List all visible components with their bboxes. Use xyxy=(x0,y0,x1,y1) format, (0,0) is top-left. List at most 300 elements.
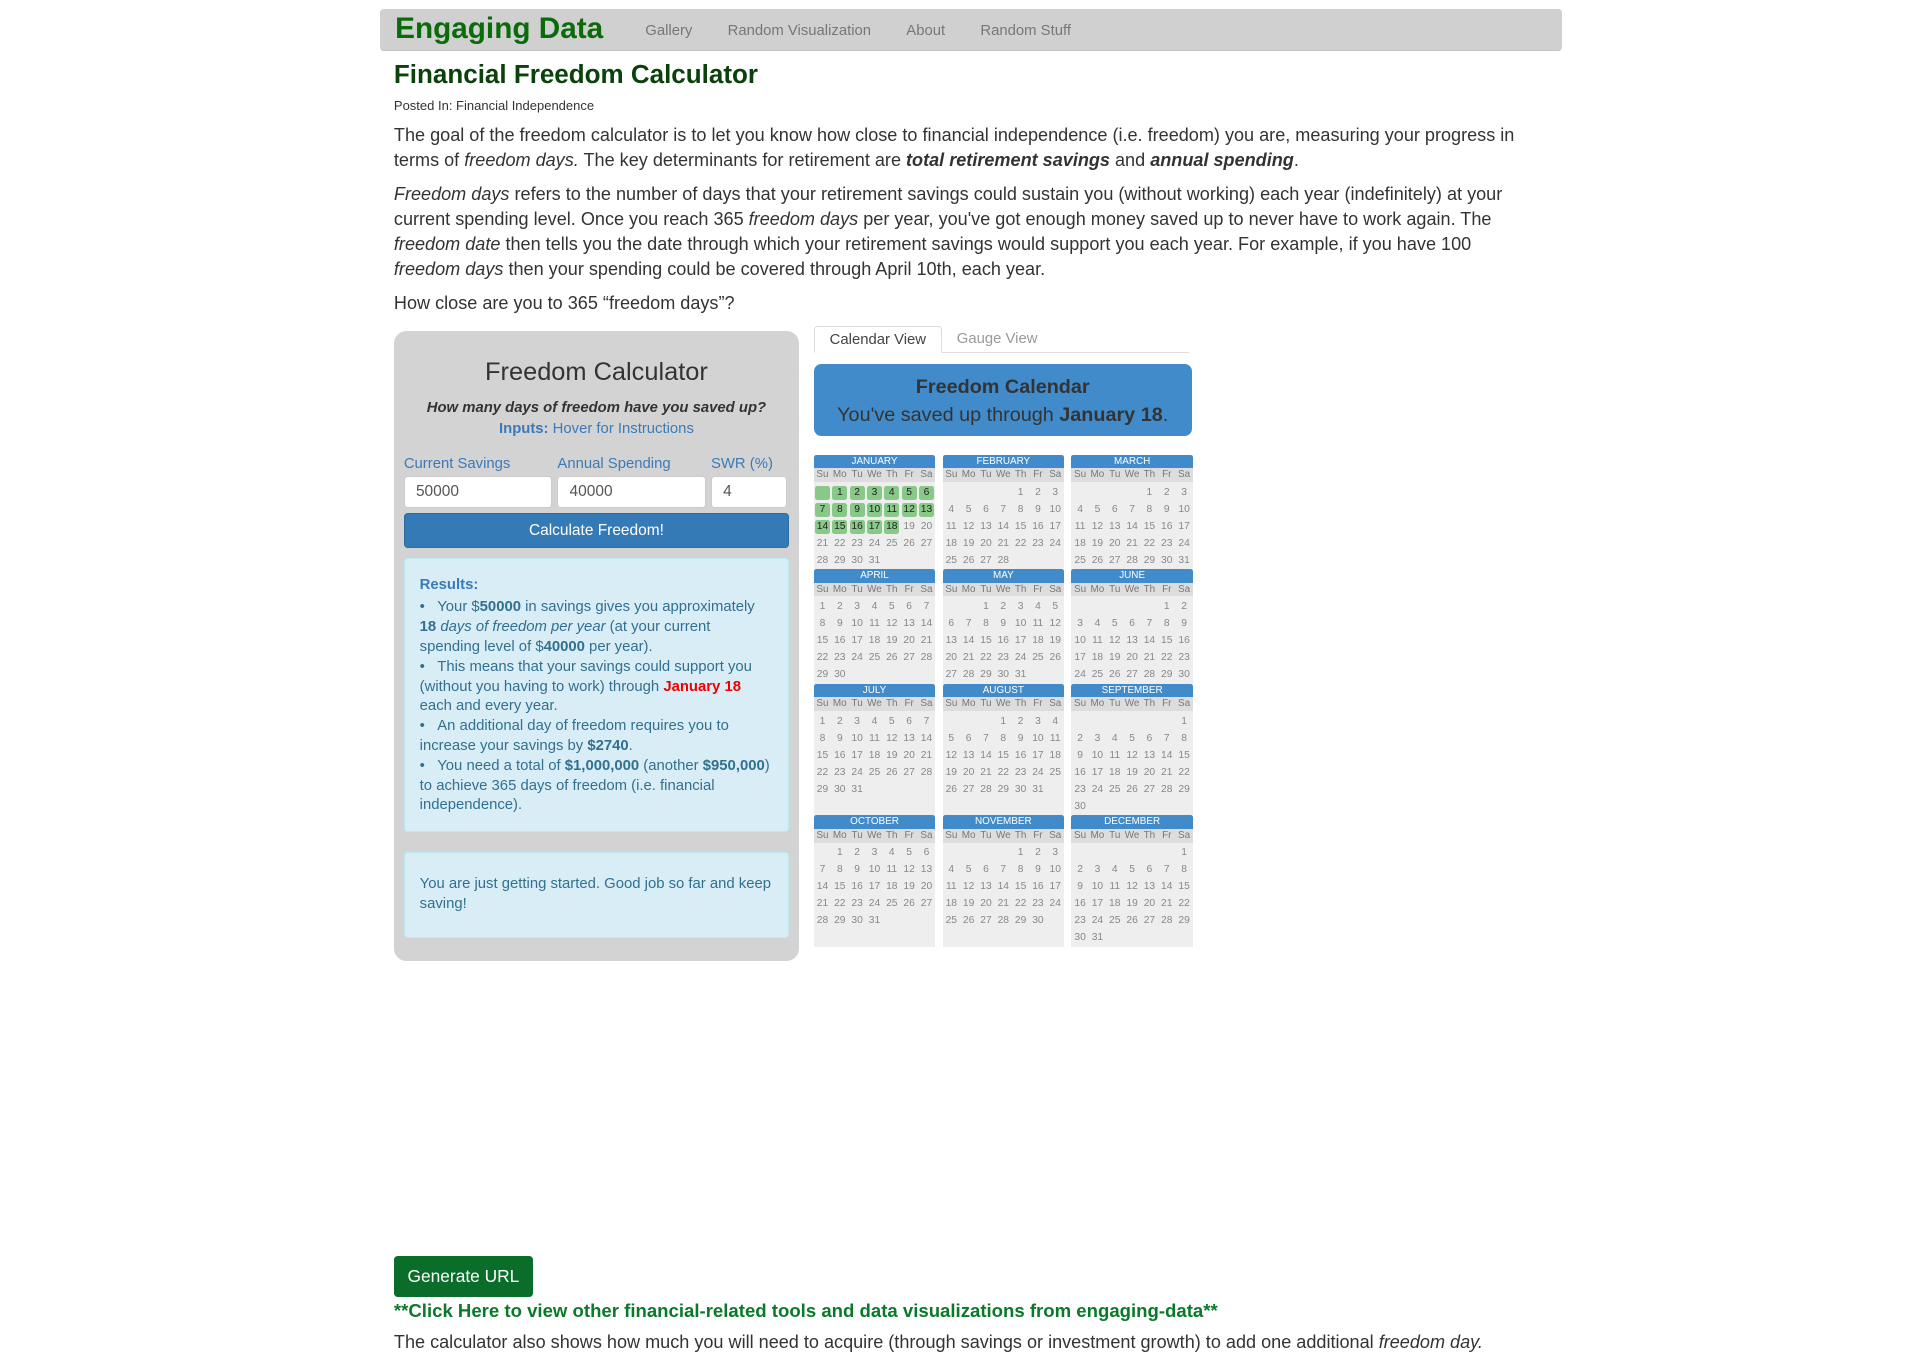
day-cell: 20 xyxy=(903,635,915,647)
weekday-row xyxy=(943,829,1064,843)
calculator-panel xyxy=(394,331,799,961)
day-cell: 17 xyxy=(1178,520,1190,532)
day-cell: 14 xyxy=(816,881,829,893)
day-cell: 27 xyxy=(980,554,992,566)
text-segment: freedom date xyxy=(393,233,501,254)
weekday-label: Su xyxy=(945,583,958,595)
weekday-label: Su xyxy=(1074,829,1087,841)
weekday-label: Fr xyxy=(1162,698,1172,710)
day-cell: 22 xyxy=(1014,537,1027,549)
day-cell: 10 xyxy=(1074,635,1086,647)
empty-day-cell xyxy=(1107,600,1122,615)
day-grid xyxy=(943,843,1064,930)
day-cell: 8 xyxy=(1146,503,1153,515)
day-cell: 18 xyxy=(886,881,898,893)
day-cell: 27 xyxy=(945,669,957,681)
day-cell: 28 xyxy=(920,766,933,778)
weekday-label: Fr xyxy=(1162,583,1172,595)
day-cell: 14 xyxy=(815,520,830,535)
day-cell: 1 xyxy=(1181,715,1187,727)
weekday-label: Fr xyxy=(904,698,914,710)
empty-day-cell xyxy=(1142,846,1157,861)
weekday-label: Th xyxy=(1143,698,1156,710)
day-cell: 22 xyxy=(1161,652,1173,664)
day-cell: 5 xyxy=(906,847,912,859)
weekday-label: Mo xyxy=(961,469,976,481)
day-cell: 10 xyxy=(1014,618,1027,630)
day-cell: 3 xyxy=(854,601,860,613)
day-cell: 24 xyxy=(1049,537,1061,549)
weekday-label: Tu xyxy=(851,583,863,595)
day-cell: 12 xyxy=(962,520,975,532)
day-cell: 4 xyxy=(888,847,895,859)
day-cell: 17 xyxy=(1014,635,1027,647)
day-cell: 24 xyxy=(851,652,863,664)
text-segment: refers to the number of days that your retirement savings could sustain you (without working) each year (indefinitely) at your current spending level. Once you reach 365 xyxy=(393,184,1503,230)
day-cell: 14 xyxy=(920,732,933,744)
day-cell: 19 xyxy=(1049,635,1061,647)
day-cell: 21 xyxy=(920,635,933,647)
day-cell: 10 xyxy=(1091,881,1104,893)
month-january xyxy=(814,455,935,570)
day-cell: 12 xyxy=(1126,881,1138,893)
weekday-row xyxy=(943,697,1064,711)
day-cell: 10 xyxy=(1049,864,1061,876)
day-cell: 30 xyxy=(1032,915,1044,927)
day-grid xyxy=(1071,711,1192,815)
day-cell: 1 xyxy=(819,601,826,613)
day-cell: 11 xyxy=(884,503,899,518)
month-november xyxy=(943,815,1064,947)
day-cell: 26 xyxy=(1126,783,1138,795)
day-cell: 1 xyxy=(819,715,826,727)
annual-spending-input[interactable] xyxy=(557,476,706,508)
text-segment: per year). xyxy=(584,638,653,655)
weekday-label: Mo xyxy=(961,583,976,595)
day-cell: 28 xyxy=(997,554,1009,566)
day-cell: 3 xyxy=(1017,601,1024,613)
day-cell: 20 xyxy=(1126,652,1138,664)
day-cell: 25 xyxy=(1049,766,1061,778)
day-cell: 29 xyxy=(1178,915,1190,927)
day-cell: 15 xyxy=(816,749,829,761)
weekday-label: Th xyxy=(1014,829,1027,841)
day-cell: 18 xyxy=(945,537,957,549)
day-cell: 23 xyxy=(1074,915,1086,927)
day-cell: 12 xyxy=(1091,520,1104,532)
day-cell: 10 xyxy=(851,732,863,744)
weekday-label: We xyxy=(867,469,882,481)
day-cell: 31 xyxy=(868,554,881,566)
weekday-label: Tu xyxy=(851,829,863,841)
day-cell: 18 xyxy=(868,635,881,647)
day-cell: 6 xyxy=(919,486,934,501)
tab-gauge-view[interactable]: Gauge View xyxy=(956,330,1038,347)
day-cell: 13 xyxy=(980,520,992,532)
month-february xyxy=(943,455,1064,570)
day-cell: 11 xyxy=(1092,635,1103,647)
empty-day-cell xyxy=(1073,600,1088,615)
month-header: NOVEMBER xyxy=(943,815,1064,829)
day-cell: 24 xyxy=(1074,669,1086,681)
day-cell: 20 xyxy=(1109,537,1121,549)
empty-day-cell xyxy=(1090,846,1105,861)
day-cell: 13 xyxy=(903,618,915,630)
day-cell: 20 xyxy=(1143,898,1156,910)
day-cell: 2 xyxy=(836,715,843,727)
day-cell: 26 xyxy=(903,898,915,910)
day-cell: 17 xyxy=(1074,652,1086,664)
day-cell: 14 xyxy=(1161,881,1173,893)
calculator-question: How many days of freedom have you saved up? xyxy=(426,399,767,416)
weekday-row xyxy=(814,829,935,843)
weekday-label: Tu xyxy=(980,698,992,710)
day-cell: 15 xyxy=(1143,520,1156,532)
day-cell: 11 xyxy=(1049,732,1061,744)
day-cell: 13 xyxy=(1143,881,1156,893)
weekday-label: We xyxy=(995,829,1011,841)
text-segment: ) to achieve 365 days of freedom (i.e. financial independence). xyxy=(419,757,770,814)
day-cell: 19 xyxy=(1126,898,1138,910)
day-cell: 12 xyxy=(1126,749,1138,761)
weekday-label: Th xyxy=(1143,829,1156,841)
day-cell: 26 xyxy=(1126,915,1138,927)
month-header: JUNE xyxy=(1071,569,1192,583)
text-segment: . xyxy=(628,738,633,755)
day-cell: 16 xyxy=(1074,766,1086,778)
day-cell: 9 xyxy=(836,618,843,630)
empty-day-cell xyxy=(815,846,830,861)
day-cell: 21 xyxy=(1161,898,1173,910)
current-savings-input[interactable] xyxy=(404,476,553,508)
day-cell: 6 xyxy=(1146,732,1153,744)
day-cell: 17 xyxy=(1032,749,1044,761)
day-cell: 24 xyxy=(1014,652,1027,664)
day-cell: 27 xyxy=(1143,783,1156,795)
day-cell: 27 xyxy=(980,915,992,927)
day-cell: 18 xyxy=(1109,766,1121,778)
day-cell: 25 xyxy=(1109,783,1121,795)
day-cell: 18 xyxy=(945,898,957,910)
day-cell: 19 xyxy=(1109,652,1121,664)
weekday-label: Su xyxy=(1074,469,1087,481)
weekday-label: Fr xyxy=(1033,469,1043,481)
weekday-label: Th xyxy=(1014,583,1027,595)
text-segment: then your spending could be covered through April 10th, each year. xyxy=(503,258,1046,279)
weekday-label: Sa xyxy=(920,583,933,595)
day-cell: 11 xyxy=(945,881,957,893)
text-segment: This means that your savings could support you (without you having to work) through xyxy=(419,658,752,695)
day-cell: 19 xyxy=(1091,537,1104,549)
result-item xyxy=(420,717,774,757)
day-grid xyxy=(814,843,935,930)
weekday-label: Tu xyxy=(980,829,992,841)
weekday-label: Fr xyxy=(1033,583,1043,595)
day-cell: 15 xyxy=(1178,749,1190,761)
banner-date: January 18 xyxy=(1059,404,1163,427)
day-cell: 29 xyxy=(1014,915,1027,927)
weekday-row xyxy=(814,697,935,711)
day-cell: 10 xyxy=(851,618,863,630)
day-cell: 9 xyxy=(850,503,865,518)
swr-input[interactable] xyxy=(711,476,787,508)
empty-day-cell xyxy=(1125,600,1140,615)
day-cell: 11 xyxy=(1032,618,1044,630)
banner-subtitle xyxy=(814,404,1192,427)
day-cell: 29 xyxy=(834,554,846,566)
view-tabs xyxy=(814,326,1189,353)
day-cell: 4 xyxy=(871,715,878,727)
day-cell: 11 xyxy=(869,618,880,630)
text-segment: and xyxy=(1109,149,1151,170)
calculate-freedom-button[interactable]: Calculate Freedom! xyxy=(404,513,789,548)
generate-url-button[interactable]: Generate URL xyxy=(394,1256,533,1297)
day-grid xyxy=(1071,596,1192,683)
weekday-label: Su xyxy=(1074,698,1087,710)
day-cell: 25 xyxy=(886,898,898,910)
day-cell: 5 xyxy=(1129,864,1135,876)
day-cell: 8 xyxy=(1181,864,1187,876)
day-cell: 26 xyxy=(886,652,898,664)
day-cell: 26 xyxy=(886,766,898,778)
day-cell: 1 xyxy=(1017,847,1024,859)
month-september xyxy=(1071,684,1192,816)
weekday-label: Th xyxy=(1143,469,1156,481)
weekday-row xyxy=(814,583,935,597)
day-cell: 2 xyxy=(1077,864,1083,876)
day-cell: 8 xyxy=(1163,618,1170,630)
day-cell: 24 xyxy=(1049,898,1061,910)
day-cell: 18 xyxy=(1091,652,1104,664)
day-cell: 16 xyxy=(834,635,846,647)
day-cell: 2 xyxy=(850,486,865,501)
empty-day-cell xyxy=(1090,486,1105,501)
day-cell: 23 xyxy=(1014,766,1027,778)
nav-random-stuff[interactable]: Random Stuff xyxy=(980,22,1071,39)
day-cell: 24 xyxy=(1091,783,1104,795)
weekday-label: Mo xyxy=(832,583,847,595)
day-cell: 9 xyxy=(1000,618,1007,630)
day-cell: 6 xyxy=(923,847,930,859)
day-cell: 27 xyxy=(920,537,933,549)
day-cell: 25 xyxy=(1091,669,1104,681)
weekday-label: We xyxy=(995,583,1011,595)
weekday-label: Tu xyxy=(1109,469,1121,481)
day-cell: 1 xyxy=(1146,486,1153,498)
day-cell: 29 xyxy=(997,783,1009,795)
weekday-label: Tu xyxy=(1109,698,1121,710)
text-segment: each and every year. xyxy=(419,698,558,715)
day-cell: 2 xyxy=(1017,715,1024,727)
day-cell: 21 xyxy=(1126,537,1138,549)
empty-day-cell xyxy=(1125,715,1140,730)
day-cell: 4 xyxy=(1111,864,1118,876)
text-segment: $2740 xyxy=(587,738,629,755)
empty-day-cell xyxy=(1107,715,1122,730)
day-cell: 30 xyxy=(834,783,846,795)
day-cell: 6 xyxy=(1146,864,1153,876)
day-cell: 12 xyxy=(1049,618,1061,630)
text-segment: per year, you've got enough money saved up to never have to work again. The xyxy=(858,209,1492,230)
day-cell: 3 xyxy=(1077,618,1083,630)
day-cell: 27 xyxy=(903,652,915,664)
result-item xyxy=(420,757,774,816)
day-cell: 2 xyxy=(836,601,843,613)
day-cell: 20 xyxy=(1143,766,1156,778)
day-cell: 22 xyxy=(1014,898,1027,910)
day-cell: 1 xyxy=(1000,715,1007,727)
day-cell: 19 xyxy=(886,749,898,761)
more-tools-link[interactable]: **Click Here to view other financial-related tools and data visualizations from engaging-data** xyxy=(393,1299,1218,1321)
day-cell: 1 xyxy=(1181,847,1187,859)
day-cell: 18 xyxy=(884,520,899,535)
day-cell: 18 xyxy=(1032,635,1044,647)
day-cell: 13 xyxy=(945,635,957,647)
month-december xyxy=(1071,815,1192,947)
month-header: OCTOBER xyxy=(814,815,935,829)
day-cell: 5 xyxy=(965,864,972,876)
day-cell: 19 xyxy=(962,537,975,549)
weekday-label: Tu xyxy=(851,698,863,710)
day-cell: 2 xyxy=(1035,847,1041,859)
empty-day-cell xyxy=(979,715,994,730)
day-cell: 11 xyxy=(1074,520,1086,532)
empty-day-cell xyxy=(1159,846,1174,861)
weekday-row xyxy=(1071,583,1192,597)
day-cell: 20 xyxy=(980,898,992,910)
day-cell: 15 xyxy=(1161,635,1173,647)
day-cell: 29 xyxy=(1178,783,1190,795)
weekday-label: Su xyxy=(945,698,958,710)
day-cell: 19 xyxy=(962,898,975,910)
text-segment: annual spending xyxy=(1150,149,1294,170)
day-cell: 22 xyxy=(834,537,846,549)
day-cell: 3 xyxy=(871,847,878,859)
weekday-label: Sa xyxy=(1178,698,1191,710)
day-cell: 3 xyxy=(1181,486,1187,498)
instructions-hover[interactable] xyxy=(394,421,799,437)
day-cell: 5 xyxy=(965,503,972,515)
year-calendar xyxy=(814,455,1192,947)
day-cell: 8 xyxy=(832,503,847,518)
day-cell: 30 xyxy=(997,669,1009,681)
day-cell: 15 xyxy=(816,635,829,647)
day-cell: 8 xyxy=(1181,732,1187,744)
weekday-label: Su xyxy=(816,583,829,595)
day-cell: 12 xyxy=(902,503,917,518)
text-segment: then tells you the date through which your retirement savings would support you each year. For example, if you have 100 xyxy=(500,233,1472,254)
day-grid xyxy=(1071,482,1192,569)
nav-about[interactable]: About xyxy=(906,22,946,39)
text-segment: freedom days xyxy=(748,209,859,230)
day-cell: 12 xyxy=(962,881,975,893)
brand-logo[interactable]: Engaging Data xyxy=(395,12,604,46)
day-cell: 22 xyxy=(834,898,846,910)
day-cell: 20 xyxy=(920,881,933,893)
day-cell: 30 xyxy=(1074,932,1086,944)
day-cell: 10 xyxy=(867,503,882,518)
day-cell: 13 xyxy=(1143,749,1156,761)
weekday-label: We xyxy=(867,829,882,841)
text-segment: $950,000 xyxy=(702,757,765,774)
day-cell: 29 xyxy=(816,669,829,681)
day-cell: 3 xyxy=(1094,864,1101,876)
empty-day-cell xyxy=(961,486,976,501)
day-cell: 5 xyxy=(1094,503,1101,515)
day-cell: 13 xyxy=(903,732,915,744)
spending-label: Annual Spending xyxy=(557,456,671,473)
day-cell: 14 xyxy=(920,618,933,630)
nav-random-visualization[interactable]: Random Visualization xyxy=(727,22,872,39)
text-segment: 40000 xyxy=(543,638,585,655)
text-segment: The calculator also shows how much you will need to acquire (through savings or investment growth) to add one additional xyxy=(393,1331,1379,1352)
tab-calendar-view[interactable]: Calendar View xyxy=(814,326,942,353)
day-cell: 2 xyxy=(1163,486,1170,498)
weekday-label: Su xyxy=(945,829,958,841)
day-cell: 7 xyxy=(983,732,989,744)
day-cell: 21 xyxy=(816,898,829,910)
day-cell: 17 xyxy=(851,635,863,647)
weekday-label: Tu xyxy=(980,469,992,481)
day-cell: 24 xyxy=(851,766,863,778)
day-cell: 23 xyxy=(997,652,1009,664)
month-march xyxy=(1071,455,1192,570)
weekday-label: We xyxy=(1124,698,1140,710)
text-segment: . xyxy=(1293,149,1299,170)
weekday-label: Mo xyxy=(1090,583,1105,595)
empty-day-cell xyxy=(1073,846,1088,861)
day-cell: 20 xyxy=(980,537,992,549)
weekday-label: Sa xyxy=(1178,469,1191,481)
day-cell: 4 xyxy=(871,601,878,613)
day-cell: 10 xyxy=(1178,503,1190,515)
day-cell: 27 xyxy=(920,898,933,910)
day-cell: 11 xyxy=(1109,881,1121,893)
empty-day-cell xyxy=(1125,486,1140,501)
day-cell: 8 xyxy=(836,864,843,876)
day-cell: 29 xyxy=(1143,554,1156,566)
day-cell: 25 xyxy=(868,766,881,778)
day-cell: 4 xyxy=(1052,715,1059,727)
day-cell: 22 xyxy=(980,652,992,664)
day-cell: 10 xyxy=(1049,503,1061,515)
day-cell: 5 xyxy=(902,486,917,501)
day-cell: 13 xyxy=(1126,635,1138,647)
text-segment: The goal of the freedom calculator is to let you know how close to financial independence (i.e. freedom) you are, measuring your progress in terms of xyxy=(393,124,1515,170)
day-cell: 1 xyxy=(1017,486,1024,498)
day-grid xyxy=(814,711,935,798)
day-cell: 4 xyxy=(1077,503,1083,515)
nav-gallery[interactable]: Gallery xyxy=(645,22,693,39)
day-cell: 23 xyxy=(1178,652,1190,664)
day-cell: 16 xyxy=(1014,749,1027,761)
day-cell: 19 xyxy=(886,635,898,647)
day-cell: 12 xyxy=(903,864,915,876)
day-cell: 9 xyxy=(1181,618,1187,630)
day-cell: 22 xyxy=(1178,898,1190,910)
day-cell: 4 xyxy=(1035,601,1041,613)
day-cell: 26 xyxy=(903,537,915,549)
empty-day-cell xyxy=(1142,715,1157,730)
day-cell: 22 xyxy=(816,652,829,664)
empty-day-cell xyxy=(1159,715,1174,730)
text-segment: (another xyxy=(639,757,703,774)
day-cell: 29 xyxy=(834,915,846,927)
empty-day-cell xyxy=(996,486,1011,501)
day-cell: 4 xyxy=(948,864,955,876)
day-cell: 19 xyxy=(903,520,915,532)
intro-paragraph-2 xyxy=(394,182,1515,281)
